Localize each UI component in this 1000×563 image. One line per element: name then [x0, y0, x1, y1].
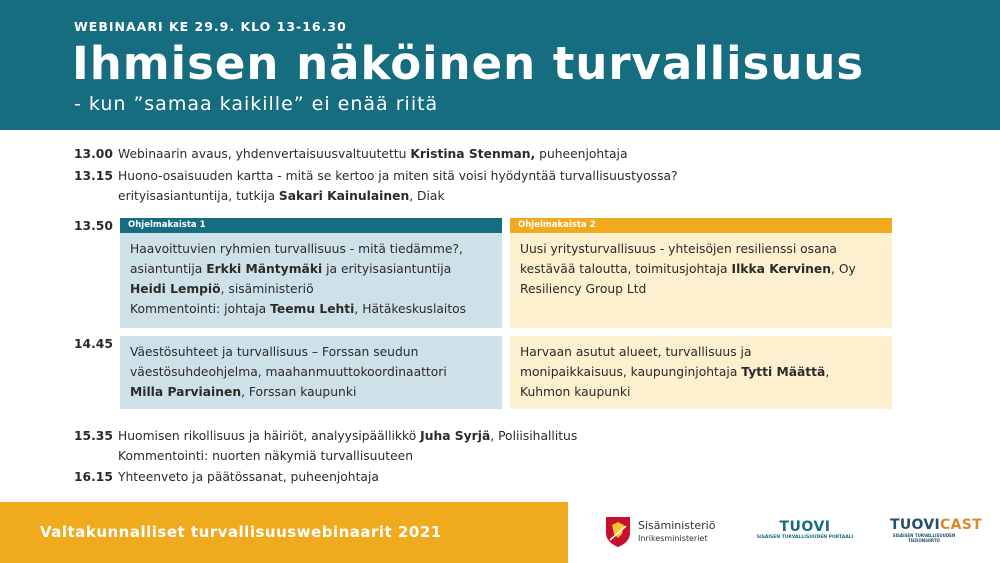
footer-title: Valtakunnalliset turvallisuuswebinaarit 2021 — [40, 523, 442, 541]
agenda-time: 15.35 — [74, 429, 113, 443]
text-segment: Resiliency Group Ltd — [520, 282, 647, 296]
text-line — [520, 239, 882, 259]
page-subtitle: - kun ”samaa kaikille” ei enää riitä — [74, 93, 439, 115]
track-2-session-2 — [510, 336, 892, 409]
text-segment: Kommentointi: nuorten näkymiä turvallisuuteen — [118, 449, 413, 463]
speaker-name: Milla Parviainen — [130, 385, 242, 399]
text-line — [520, 259, 882, 279]
text-segment: puheenjohtaja — [535, 147, 628, 161]
text-line — [130, 299, 492, 319]
text-line — [520, 382, 882, 402]
text-line — [118, 446, 577, 466]
track-1-session-2 — [120, 336, 502, 409]
ministry-coat-of-arms-icon — [605, 516, 631, 548]
text-segment: , Hätäkeskuslaitos — [354, 302, 467, 316]
text-line — [130, 362, 492, 382]
text-segment: Huono-osaisuuden kartta - mitä se kertoo ja miten sitä voisi hyödyntää turvallisuustyossa? — [118, 169, 678, 183]
text-line — [118, 186, 678, 206]
agenda-text — [118, 426, 577, 466]
text-segment: väestösuhdeohjelma, maahanmuuttokoordinaattori — [130, 365, 447, 379]
speaker-name: Tytti Määttä — [741, 365, 826, 379]
text-segment: erityisasiantuntija, tutkija — [118, 189, 279, 203]
agenda-time: 13.15 — [74, 169, 113, 183]
agenda-text — [118, 467, 379, 487]
text-line — [130, 259, 492, 279]
text-line — [130, 239, 492, 259]
text-segment: , Oy — [831, 262, 856, 276]
agenda-text — [118, 166, 678, 206]
text-segment: Uusi yritysturvallisuus - yhteisöjen resilienssi osana — [520, 242, 837, 256]
text-line — [118, 467, 379, 487]
text-segment: ja erityisasiantuntija — [322, 262, 452, 276]
agenda-time: 13.50 — [74, 219, 113, 233]
footer-bar — [0, 502, 568, 563]
track-2-session-1 — [510, 233, 892, 328]
text-line — [130, 279, 492, 299]
text-segment: Webinaarin avaus, yhdenvertaisuusvaltuutettu — [118, 147, 411, 161]
text-segment: Kommentointi: johtaja — [130, 302, 271, 316]
text-segment: Haavoittuvien ryhmien turvallisuus - mitä tiedämme?, — [130, 242, 463, 256]
text-segment: Väestösuhteet ja turvallisuus – Forssan seudun — [130, 345, 419, 359]
text-segment: , Poliisihallitus — [490, 429, 578, 443]
agenda-time: 13.00 — [74, 147, 113, 161]
text-segment: monipaikkaisuus, kaupunginjohtaja — [520, 365, 742, 379]
agenda-text — [118, 144, 628, 164]
text-segment: , sisäministeriö — [220, 282, 314, 296]
speaker-name: Teemu Lehti — [270, 302, 355, 316]
speaker-name: Ilkka Kervinen — [731, 262, 832, 276]
text-line — [130, 382, 492, 402]
tuovicast-logo: TUOVICAST SISÄISEN TURVALLISUUDEN TIEDONSIIRTO — [890, 517, 982, 543]
footer-logos — [568, 502, 1000, 563]
ministry-logo: Sisäministeriö Inrikesministeriet — [638, 519, 716, 543]
text-line — [118, 166, 678, 186]
text-segment: , — [825, 365, 830, 379]
speaker-name: Juha Syrjä — [420, 429, 491, 443]
text-segment: kestävää taloutta, toimitusjohtaja — [520, 262, 732, 276]
agenda-time: 14.45 — [74, 337, 113, 351]
track-1-header: Ohjelmakaista 1 — [120, 218, 502, 233]
speaker-name: Heidi Lempiö — [130, 282, 221, 296]
text-segment: Huomisen rikollisuus ja häiriöt, analyysipäällikkö — [118, 429, 421, 443]
text-line — [130, 342, 492, 362]
text-segment: Harvaan asutut alueet, turvallisuus ja — [520, 345, 752, 359]
text-segment: asiantuntija — [130, 262, 207, 276]
text-line — [520, 342, 882, 362]
speaker-name: Sakari Kainulainen — [278, 189, 410, 203]
text-segment: , Forssan kaupunki — [241, 385, 357, 399]
page-title: Ihmisen näköinen turvallisuus — [72, 37, 865, 90]
event-date: WEBINAARI KE 29.9. KLO 13-16.30 — [74, 19, 347, 34]
text-segment: , Diak — [409, 189, 445, 203]
track-1-session-1 — [120, 233, 502, 328]
speaker-name: Erkki Mäntymäki — [206, 262, 323, 276]
text-line — [118, 144, 628, 164]
text-line — [118, 426, 577, 446]
track-2-header: Ohjelmakaista 2 — [510, 218, 892, 233]
speaker-name: Kristina Stenman, — [410, 147, 536, 161]
text-segment: Yhteenveto ja päätössanat, puheenjohtaja — [118, 470, 379, 484]
text-line — [520, 362, 882, 382]
text-segment: Kuhmon kaupunki — [520, 385, 631, 399]
agenda-time: 16.15 — [74, 470, 113, 484]
header-banner — [0, 0, 1000, 130]
tuovi-logo: TUOVI SISÄISEN TURVALLISUUDEN PORTAALI — [756, 519, 854, 540]
text-line — [520, 279, 882, 299]
